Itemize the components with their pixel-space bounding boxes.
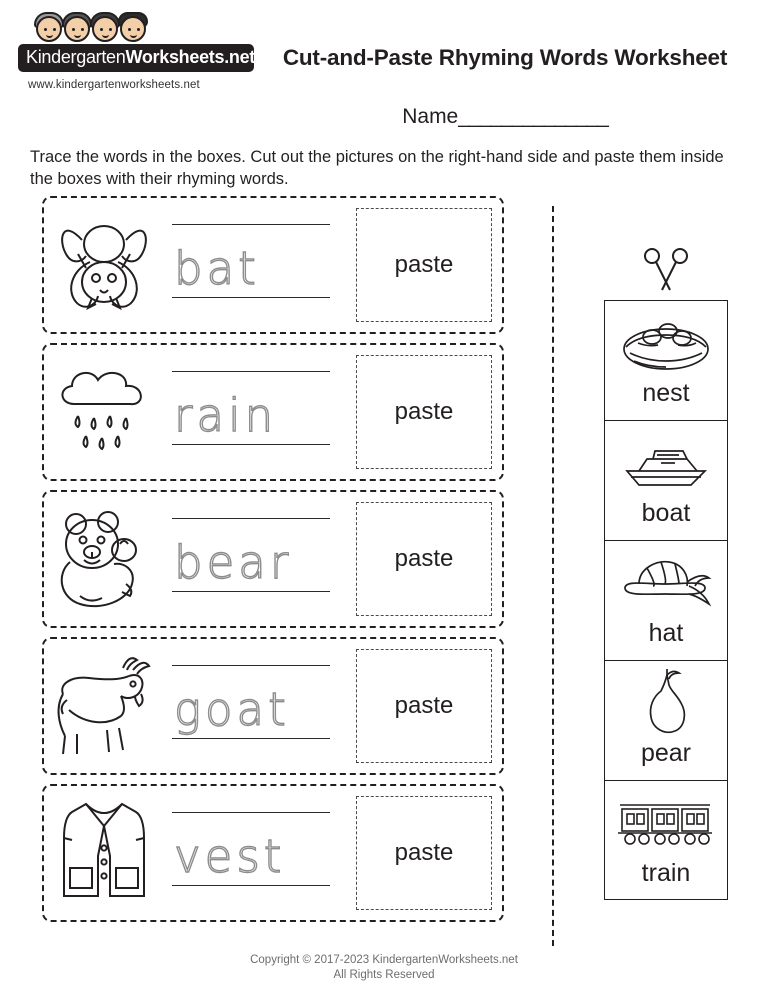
trace-top-rule	[172, 224, 330, 225]
logo-word-kindergarten: Kindergarten	[26, 47, 126, 67]
row-trace-cell[interactable]	[164, 345, 356, 479]
page-footer	[0, 953, 768, 984]
trace-baseline-rule	[172, 444, 330, 445]
rhyme-rows	[42, 196, 504, 931]
paste-box[interactable]: paste	[356, 355, 492, 469]
bat-icon	[52, 210, 156, 320]
logo-word-tld: .net	[224, 47, 256, 67]
paste-box[interactable]: paste	[356, 796, 492, 910]
cutout-word: hat	[648, 619, 684, 647]
hat-icon	[617, 545, 715, 619]
paste-box[interactable]: paste	[356, 502, 492, 616]
trace-word[interactable]: rain	[174, 388, 278, 442]
list-item	[604, 780, 728, 900]
paste-box[interactable]: paste	[356, 208, 492, 322]
trace-word[interactable]: vest	[174, 829, 286, 883]
name-blank[interactable]: ______________	[458, 105, 608, 128]
bear-icon	[50, 500, 158, 618]
instructions-text: Trace the words in the boxes. Cut out the pictures on the right-hand side and paste them inside the boxes with their rhyming words.	[30, 148, 724, 189]
list-item[interactable]	[604, 420, 728, 540]
trace-word[interactable]: bat	[174, 241, 260, 295]
row-trace-cell[interactable]	[164, 639, 356, 773]
vest-icon	[54, 796, 154, 910]
list-item[interactable]	[604, 540, 728, 660]
cutout-word: train	[641, 859, 691, 887]
copyright-line: Copyright © 2017-2023 KindergartenWorksheets.net	[250, 953, 518, 966]
list-item	[604, 660, 728, 780]
paste-box[interactable]: paste	[356, 649, 492, 763]
row-picture-cell	[44, 492, 164, 626]
page-title: Cut-and-Paste Rhyming Words Worksheet	[282, 45, 728, 70]
trace-top-rule	[172, 665, 330, 666]
row-picture-cell	[44, 345, 164, 479]
row-picture-cell	[44, 639, 164, 773]
rights-line: All Rights Reserved	[333, 969, 435, 982]
logo-word-worksheets: Worksheets	[125, 47, 225, 67]
trace-word[interactable]: goat	[174, 682, 290, 736]
trace-top-rule	[172, 518, 330, 519]
table-row	[42, 196, 504, 334]
page-header	[0, 0, 768, 128]
nest-icon	[618, 305, 714, 379]
trace-word[interactable]: bear	[174, 535, 293, 589]
name-field-label	[255, 105, 755, 129]
trace-baseline-rule	[172, 591, 330, 592]
boat-icon	[617, 425, 715, 499]
scissors-icon	[604, 242, 728, 300]
name-label: Name	[402, 105, 459, 128]
kid-face-4	[116, 12, 150, 46]
site-url: www.kindergartenworksheets.net	[28, 79, 200, 91]
goat-icon	[49, 650, 159, 762]
logo-kids-illustration	[32, 12, 258, 46]
site-logo[interactable]	[18, 12, 258, 91]
cutout-word: nest	[642, 379, 690, 407]
list-item[interactable]	[604, 300, 728, 420]
trace-top-rule	[172, 371, 330, 372]
row-picture-cell	[44, 786, 164, 920]
table-row	[42, 343, 504, 481]
trace-baseline-rule	[172, 885, 330, 886]
trace-baseline-rule	[172, 297, 330, 298]
cutout-column	[604, 242, 728, 900]
cutout-word: pear	[640, 739, 692, 767]
table-row	[42, 490, 504, 628]
table-row	[42, 784, 504, 922]
train-icon	[616, 785, 716, 859]
rain-cloud-icon	[52, 358, 156, 466]
row-trace-cell[interactable]	[164, 786, 356, 920]
logo-wordmark	[18, 44, 254, 72]
row-trace-cell[interactable]	[164, 492, 356, 626]
row-trace-cell[interactable]	[164, 198, 356, 332]
row-picture-cell	[44, 198, 164, 332]
cutout-word: boat	[641, 499, 691, 527]
cut-line-divider	[552, 206, 554, 946]
trace-baseline-rule	[172, 738, 330, 739]
trace-top-rule	[172, 812, 330, 813]
table-row	[42, 637, 504, 775]
pear-icon	[631, 665, 701, 739]
